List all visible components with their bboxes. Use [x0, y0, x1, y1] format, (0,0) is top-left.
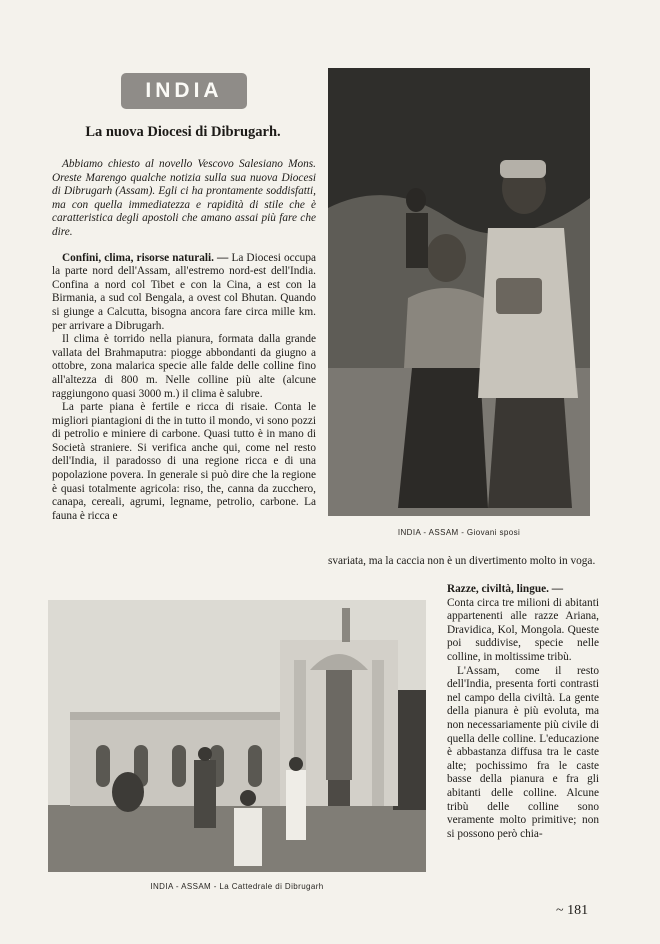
photo2-caption: INDIA - ASSAM - La Cattedrale di Dibrugarh — [150, 882, 324, 891]
photo-young-couple — [328, 68, 590, 516]
section1-paragraph-1-text: La Diocesi occupa la parte nord dell'Assam, all'estremo nord-est dell'India. Confina a nord col Tibet e con la Cina, a est con la Birmania, a sud col Bengala, a ovest col Bhutan. Quando si giunge a Calcutta, bisogna ancora fare circa mille km. per arrivare a Dibrugarh. — [52, 251, 316, 332]
section1-paragraph-1 — [52, 252, 316, 334]
section2-heading — [447, 583, 599, 597]
section-banner: INDIA — [121, 73, 247, 109]
section2-paragraph-2: L'Assam, come il resto dell'India, presenta forti contrasti nel campo della civiltà. La gente della pianura è più evoluta, ma non necessariamente più civile di quella delle colline. L'educazione è abbastanza diffusa tra le caste alte; pochissimo fra le caste basse della pianura e fra gli abitanti delle colline. Alcune tribù delle colline sono veramente molto primitive; non si possono però chia- — [447, 664, 599, 840]
section2-heading-text: Razze, civiltà, lingue. — — [447, 583, 564, 595]
section1-paragraph-3: La parte piana è fertile e ricca di risaie. Conta le migliori piantagioni di the in tutto il mondo, vi sono pozzi di petrolio e miniere di carbone. Quasi tutto è in mano di Società straniere. Si verifica anche qui, come nel resto dell'India, il paradosso di una regione ricca e di una popolazione povera. In generale si può dire che la regione è quasi totalmente agricola: riso, the, canna da zucchero, canapa, cereali, agrumi, legname, petrolio, carbone. La fauna è ricca e — [52, 401, 316, 522]
cathedral-illustration — [48, 600, 426, 872]
section1-paragraph-2: Il clima è torrido nella pianura, formata dalla grande vallata del Brahmaputra: piogge abbondanti da giugno a ottobre, zona malarica specie alle falde delle colline fino all'altezza di 800 m. Nelle colline più alte (alcune raggiungono quasi 3000 m.) il clima è salubre. — [52, 333, 316, 400]
right-column — [447, 583, 599, 841]
young-couple-illustration — [328, 68, 590, 516]
section2-paragraph-1: Conta circa tre milioni di abitanti appartenenti alle razze Ariana, Dravidica, Kol, Mongola. Queste poi suddivise, specie nelle colline, in moltissime tribù. — [447, 596, 599, 663]
photo1-caption: INDIA - ASSAM - Giovani sposi — [397, 528, 521, 537]
page-number: ~ 181 — [556, 903, 589, 918]
left-column — [52, 158, 316, 523]
article-title: La nuova Diocesi di Dibrugarh. — [85, 124, 281, 140]
intro-paragraph: Abbiamo chiesto al novello Vescovo Salesiano Mons. Oreste Marengo qualche notizia sulla sua nuova Diocesi di Dibrugarh (Assam). Egli ci ha prontamente soddisfatti, ma con quella immediatezza e rapidità di stile che è caratteristica degli apostoli che amano assai più fare che dire. — [52, 158, 316, 238]
section1-continuation: svariata, ma la caccia non è un divertimento molto in voga. — [328, 555, 596, 567]
section1-heading: Confini, clima, risorse naturali. — — [62, 251, 229, 264]
photo-cathedral — [48, 600, 426, 872]
